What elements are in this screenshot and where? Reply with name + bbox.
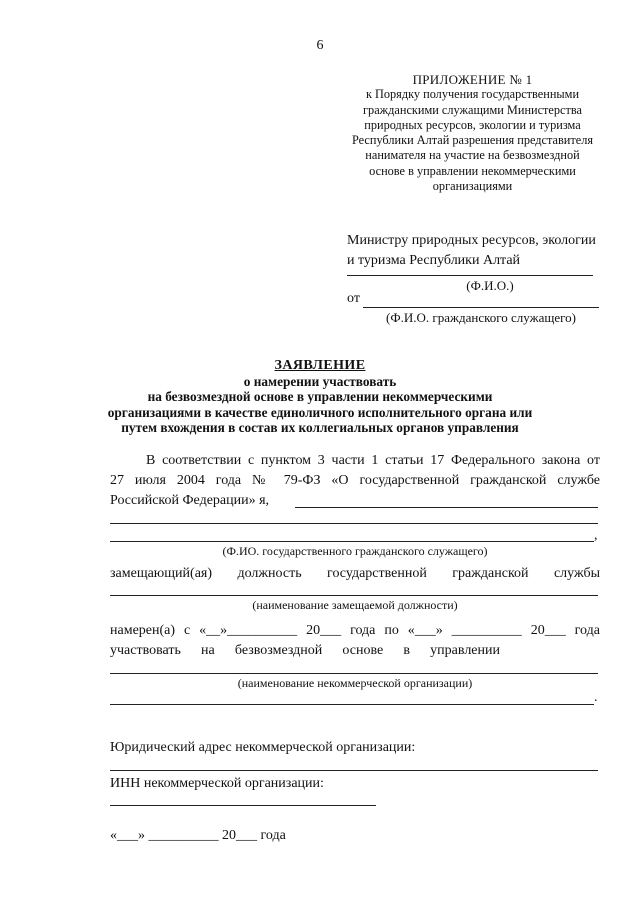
name-blank-2[interactable]: [110, 523, 598, 524]
addressee-block: [347, 231, 617, 271]
from-caption: (Ф.И.О. гражданского служащего): [386, 310, 576, 325]
fio-caption: (Ф.И.О.): [466, 278, 514, 293]
name-blank-3[interactable]: [110, 541, 594, 542]
appendix-line: гражданскими служащими Министерства: [363, 102, 582, 117]
appendix-line: Республики Алтай разрешения представителя: [351, 133, 594, 148]
statement-line: о намерении участвовать: [243, 373, 397, 389]
appendix-line: основе в управлении некоммерческими: [369, 163, 576, 178]
position-blank[interactable]: [110, 595, 598, 596]
position-caption: (наименование замещаемой должности): [252, 598, 458, 612]
position-line: замещающий(ая) должность государственной гражданской службы: [110, 566, 600, 581]
appendix-title: ПРИЛОЖЕНИЕ № 1: [412, 72, 533, 87]
date-line: «___» __________ 20___ года: [110, 828, 286, 843]
fio-servant-caption: (Ф.ИО. государственного гражданского служащего): [222, 544, 488, 558]
from-blank[interactable]: [363, 307, 599, 308]
org-caption: (наименование некоммерческой организации): [237, 676, 473, 690]
inn-label: ИНН некоммерческой организации:: [110, 776, 324, 791]
statement-title: [0, 358, 640, 436]
body-line: В соответствии с пунктом 3 части 1 статьи 17 Федерального закона от: [146, 453, 600, 468]
org-blank[interactable]: [110, 673, 598, 674]
inn-blank[interactable]: [110, 805, 376, 806]
participate-line: участвовать на безвозмездной основе в управлении: [110, 643, 500, 658]
appendix-line: к Порядку получения государственными: [365, 87, 580, 102]
addressee-line: и туризма Республики Алтай: [347, 253, 521, 268]
comma: ,: [594, 528, 598, 543]
statement-line: организациями в качестве единоличного исполнительного органа или: [107, 404, 533, 420]
addressee-line: Министру природных ресурсов, экологии: [347, 233, 596, 248]
body-line: 27 июля 2004 года № 79-ФЗ «О государственной гражданской службе: [110, 473, 600, 488]
from-label: от: [347, 291, 360, 306]
statement-heading: ЗАЯВЛЕНИЕ: [274, 358, 366, 373]
body-line: Российской Федерации» я,: [110, 493, 270, 508]
name-blank[interactable]: [295, 507, 598, 508]
period: .: [594, 690, 598, 705]
legal-address-label: Юридический адрес некоммерческой организации:: [110, 740, 416, 755]
fio-blank[interactable]: [347, 275, 593, 276]
statement-line: путем вхождения в состав их коллегиальных органов управления: [121, 420, 519, 435]
appendix-line: природных ресурсов, экологии и туризма: [364, 117, 581, 132]
intent-line: намерен(а) с «__»__________ 20___ года по «___» __________ 20___ года: [110, 623, 600, 638]
statement-line: на безвозмездной основе в управлении некоммерческими: [147, 389, 493, 404]
appendix-line: организациями: [432, 179, 513, 194]
org-blank-2[interactable]: [110, 704, 594, 705]
appendix-block: [335, 72, 610, 194]
page-number: 6: [316, 38, 324, 53]
appendix-line: нанимателя на участие на безвозмездной: [365, 148, 580, 163]
legal-address-blank[interactable]: [110, 770, 598, 771]
